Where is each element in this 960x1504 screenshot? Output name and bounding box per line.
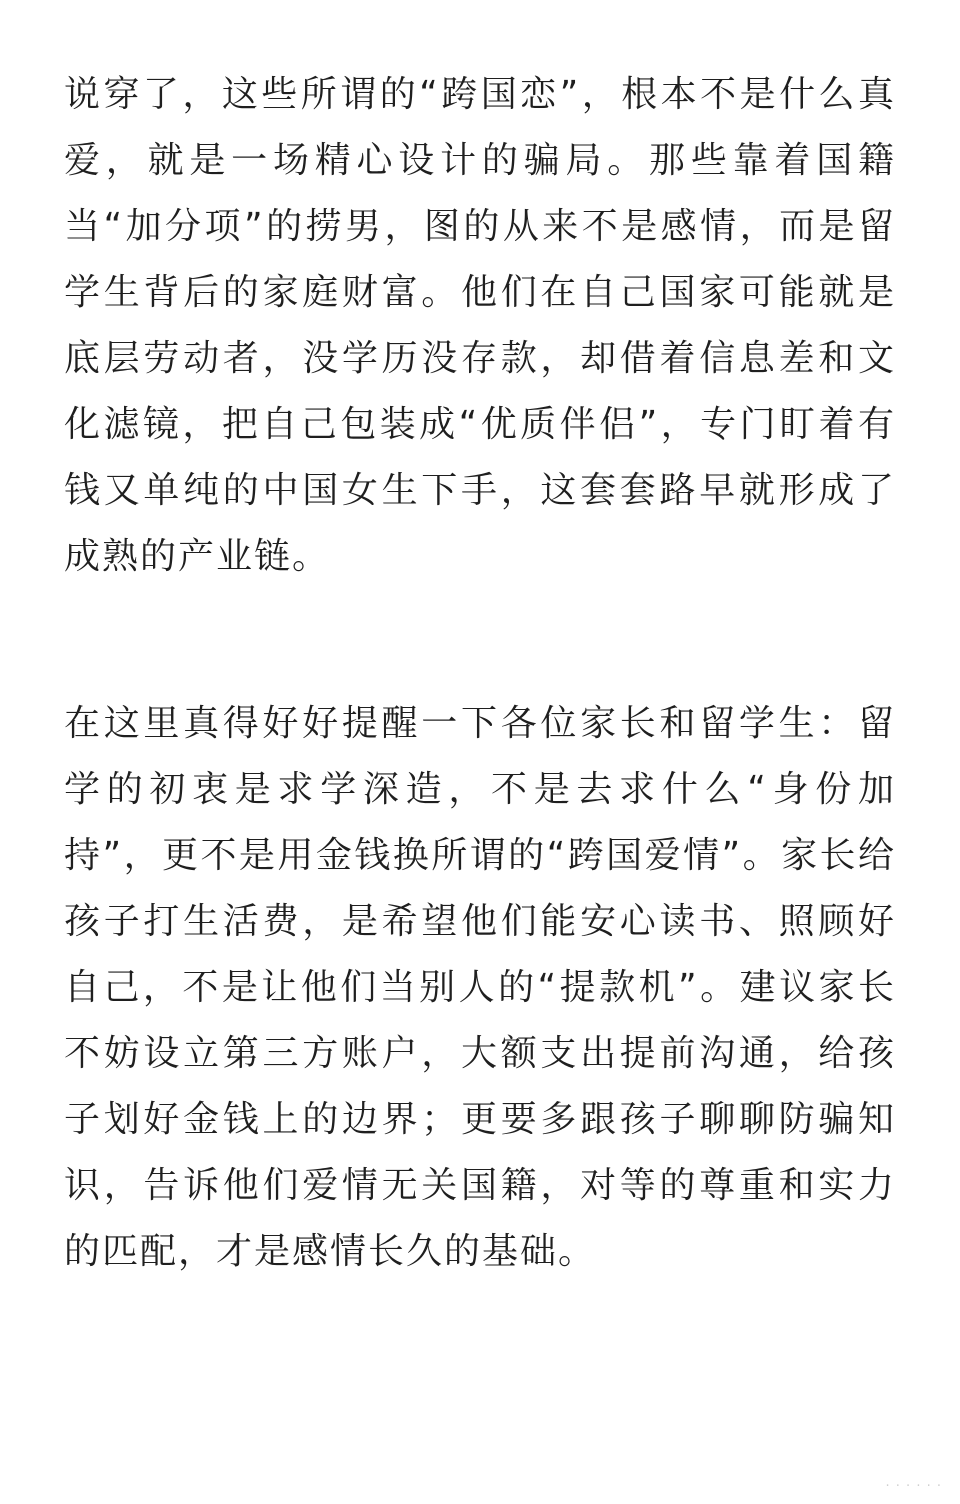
paragraph-2: 在这里真得好好提醒一下各位家长和留学生：留学的初衷是求学深造，不是去求什么“身份加持”，更不是用金钱换所谓的“跨国爱情”。家长给孩子打生活费，是希望他们能安心读书、照顾好自己，不是让他们当别人的“提款机”。建议家长不妨设立第三方账户，大额支出提前沟通，给孩子划好金钱上的边界；更要多跟孩子聊聊防骗知识，告诉他们爱情无关国籍，对等的尊重和实力的匹配，才是感情长久的基础。 (64, 703, 896, 1272)
paragraph-1: 说穿了，这些所谓的“跨国恋”，根本不是什么真爱，就是一场精心设计的骗局。那些靠着国籍当“加分项”的捞男，图的从来不是感情，而是留学生背后的家庭财富。他们在自己国家可能就是底层劳动者，没学历没存款，却借着信息差和文化滤镜，把自己包装成“优质伴侣”，专门盯着有钱又单纯的中国女生下手，这套套路早就形成了成熟的产业链。 (64, 74, 896, 577)
article-body (64, 62, 896, 1285)
watermark: · · · · · · (885, 1479, 942, 1494)
